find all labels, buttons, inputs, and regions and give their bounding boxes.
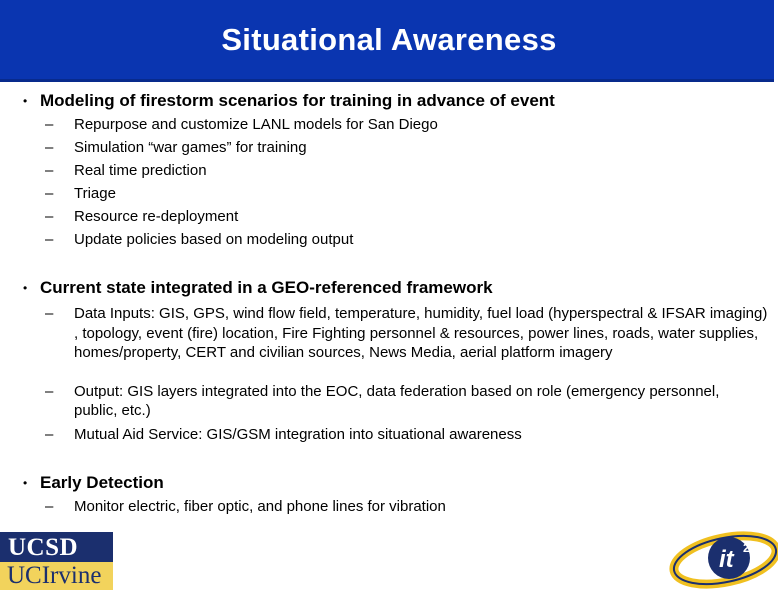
ucsd-logo [0,532,113,562]
list-item-text: Resource re-deployment [74,208,239,225]
ucsd-logo-text: UCSD [8,534,79,561]
dash-marker: – [45,116,54,133]
title-edge-rule [774,0,778,82]
bullet-dot: • [23,94,28,108]
bullet-text: Early Detection [40,473,164,492]
bullet-text: Current state integrated in a GEO-referenced framework [40,278,493,297]
dash-marker: – [45,231,54,248]
dash-marker: – [45,139,54,156]
dash-marker: – [45,426,54,443]
list-item-text: Data Inputs: GIS, GPS, wind flow field, temperature, humidity, fuel load (hyperspectral & IFSAR imaging) , topology, event (fire) location, Fire Fighting personnel & resources, power lines, roads, water supplies, homes/property, CERT and civilian sources, News Media, aerial platform imagery [74,305,768,361]
it2-logo [663,520,778,590]
list-item-text: Update policies based on modeling output [74,231,354,248]
dash-marker: – [45,162,54,179]
bullet-text: Modeling of firestorm scenarios for training in advance of event [40,91,555,110]
list-item-text: Monitor electric, fiber optic, and phone lines for vibration [74,498,446,515]
dash-marker: – [45,208,54,225]
dash-marker: – [45,305,54,322]
svg-text:2: 2 [743,541,750,555]
list-item-text: Output: GIS layers integrated into the EOC, data federation based on role (emergency personnel, public, etc.) [74,383,720,419]
dash-marker: – [45,498,54,515]
dash-marker: – [45,185,54,202]
title-bar [0,0,778,82]
svg-text:it: it [719,546,734,573]
bullet-dot: • [23,476,28,490]
list-item-text: Simulation “war games” for training [74,139,307,156]
list-item-text: Triage [74,185,116,202]
slide-title: Situational Awareness [221,22,557,57]
list-item-text: Repurpose and customize LANL models for San Diego [74,116,438,133]
dash-marker: – [45,383,54,400]
bullet-dot: • [23,281,28,295]
uci-logo-text: UCIrvine [7,562,102,589]
uci-logo [0,562,113,590]
list-item-text: Real time prediction [74,162,207,179]
list-item-text: Mutual Aid Service: GIS/GSM integration into situational awareness [74,426,522,443]
